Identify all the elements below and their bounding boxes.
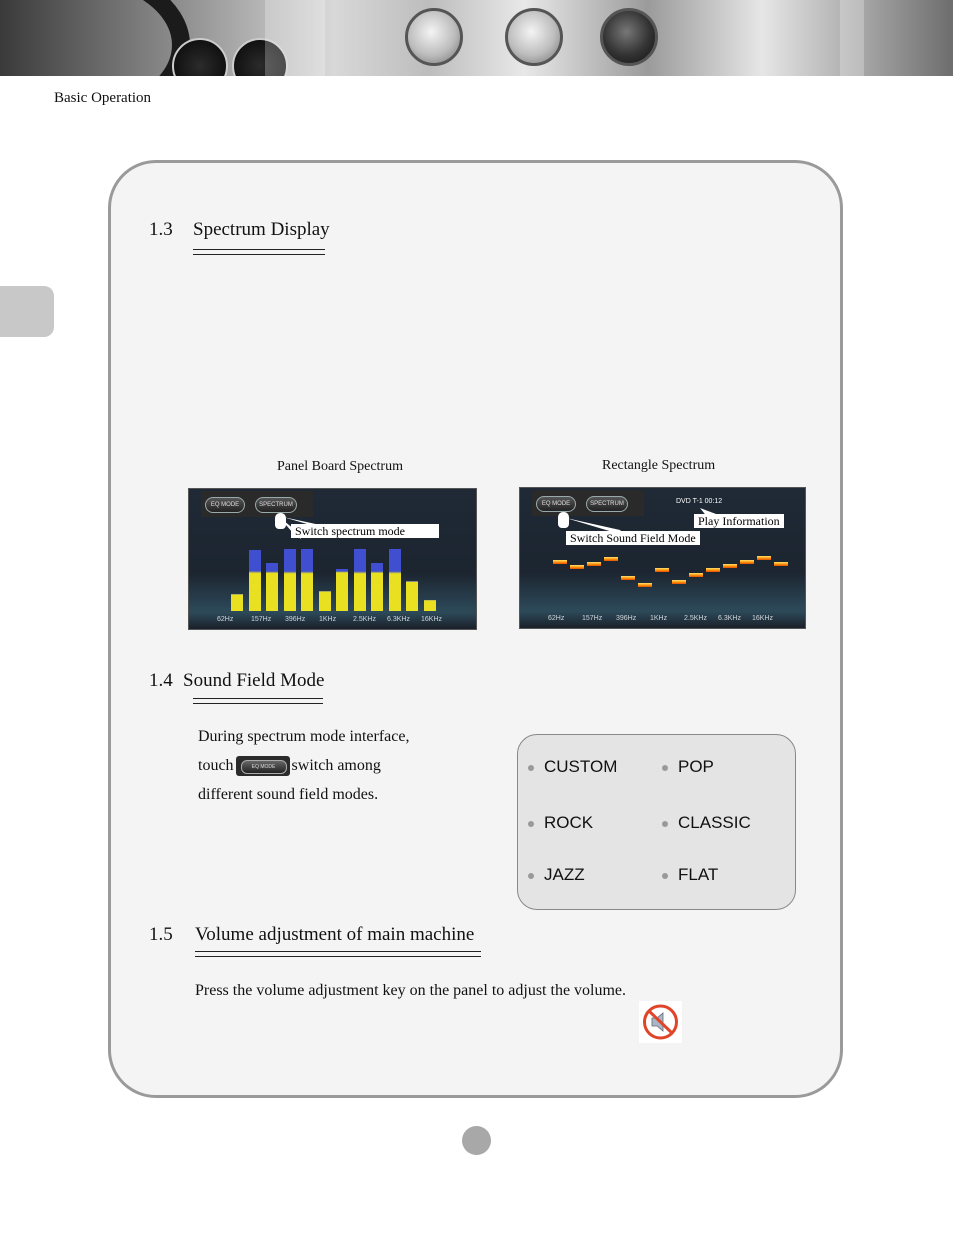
spectrum-peak — [587, 562, 601, 566]
spectrum-peak — [638, 583, 652, 587]
side-tab — [0, 286, 54, 337]
heading-spectrum-display: 1.3 Spectrum Display — [149, 219, 330, 240]
heading-sound-field-mode: 1.4 Sound Field Mode — [149, 670, 325, 691]
frequency-label: 396Hz — [616, 615, 637, 622]
spectrum-button[interactable]: SPECTRUM — [586, 496, 628, 512]
spectrum-bar — [301, 549, 313, 611]
spectrum-peak — [604, 557, 618, 561]
spectrum-bar — [389, 549, 401, 611]
frequency-label: 1KHz — [650, 615, 668, 622]
spectrum-bar — [354, 549, 366, 611]
spectrum-peak — [570, 565, 584, 569]
steering-wheel-image — [0, 0, 190, 76]
spectrum-bar — [406, 581, 418, 611]
header-banner-image — [0, 0, 953, 76]
frequency-label: 16KHz — [421, 616, 443, 623]
climate-knob-image — [405, 8, 463, 66]
spectrum-peak — [689, 573, 703, 577]
heading-volume-adjustment: 1.5 Volume adjustment of main machine — [149, 924, 475, 945]
spectrum-peak — [774, 562, 788, 566]
callout-play-information: Play Information — [694, 514, 784, 528]
spectrum-bar — [319, 591, 331, 611]
frequency-label: 62Hz — [548, 615, 565, 622]
mode-item-rock: ROCK — [528, 813, 593, 833]
spectrum-bar — [249, 550, 261, 611]
frequency-label: 157Hz — [251, 616, 272, 623]
spectrum-button[interactable]: SPECTRUM — [255, 497, 297, 513]
eq-mode-button[interactable]: EQ MODE — [536, 496, 576, 512]
climate-knob-image — [505, 8, 563, 66]
frequency-label: 157Hz — [582, 615, 603, 622]
mode-item-custom: CUSTOM — [528, 757, 617, 777]
frequency-label: 16KHz — [752, 615, 774, 622]
frequency-label: 396Hz — [285, 616, 306, 623]
spectrum-bar — [424, 600, 436, 611]
spectrum-peak — [723, 564, 737, 568]
caption-rectangle: Rectangle Spectrum — [602, 458, 716, 473]
panel-board-spectrum-screen — [188, 488, 477, 630]
frequency-label: 62Hz — [217, 616, 234, 623]
spectrum-peak — [655, 568, 669, 572]
spectrum-bar — [371, 563, 383, 611]
callout-switch-sound-field: Switch Sound Field Mode — [566, 531, 700, 545]
spectrum-peak — [740, 560, 754, 564]
eq-mode-button[interactable]: EQ MODE — [205, 497, 245, 513]
play-information: DVD T-1 00:12 — [676, 498, 723, 505]
frequency-label: 6.3KHz — [718, 615, 741, 622]
rectangle-spectrum-screen — [519, 487, 806, 629]
heading-underline — [193, 698, 323, 704]
volume-description: Press the volume adjustment key on the panel to adjust the volume. — [195, 982, 627, 999]
frequency-label: 2.5KHz — [684, 615, 707, 622]
spectrum-bar — [266, 563, 278, 611]
sound-field-description: During spectrum mode interface, touch EQ MODE switch among different sound field modes. — [198, 728, 410, 803]
callout-switch-spectrum: Switch spectrum mode — [291, 524, 439, 538]
heading-underline — [193, 249, 325, 255]
spectrum-peak — [672, 580, 686, 584]
spectrum-peak — [621, 576, 635, 580]
frequency-label: 2.5KHz — [353, 616, 376, 623]
sound-field-mode-list — [517, 734, 796, 910]
spectrum-peak — [706, 568, 720, 572]
mode-item-classic: CLASSIC — [662, 813, 751, 833]
spectrum-peak — [553, 560, 567, 564]
mode-item-pop: POP — [662, 757, 714, 777]
mode-item-flat: FLAT — [662, 865, 718, 885]
eq-mode-button-inline: EQ MODE — [236, 756, 290, 776]
spectrum-bar — [284, 549, 296, 611]
spectrum-bar — [336, 569, 348, 611]
climate-knob-image — [600, 8, 658, 66]
spectrum-bar — [231, 594, 243, 611]
section-header: Basic Operation — [54, 90, 152, 106]
mode-item-jazz: JAZZ — [528, 865, 585, 885]
mute-icon — [639, 1001, 682, 1043]
frequency-label: 1KHz — [319, 616, 337, 623]
frequency-label: 6.3KHz — [387, 616, 410, 623]
heading-underline — [195, 951, 481, 957]
caption-panel-board: Panel Board Spectrum — [277, 459, 403, 474]
spectrum-peak — [757, 556, 771, 560]
page-number-marker — [462, 1126, 491, 1155]
